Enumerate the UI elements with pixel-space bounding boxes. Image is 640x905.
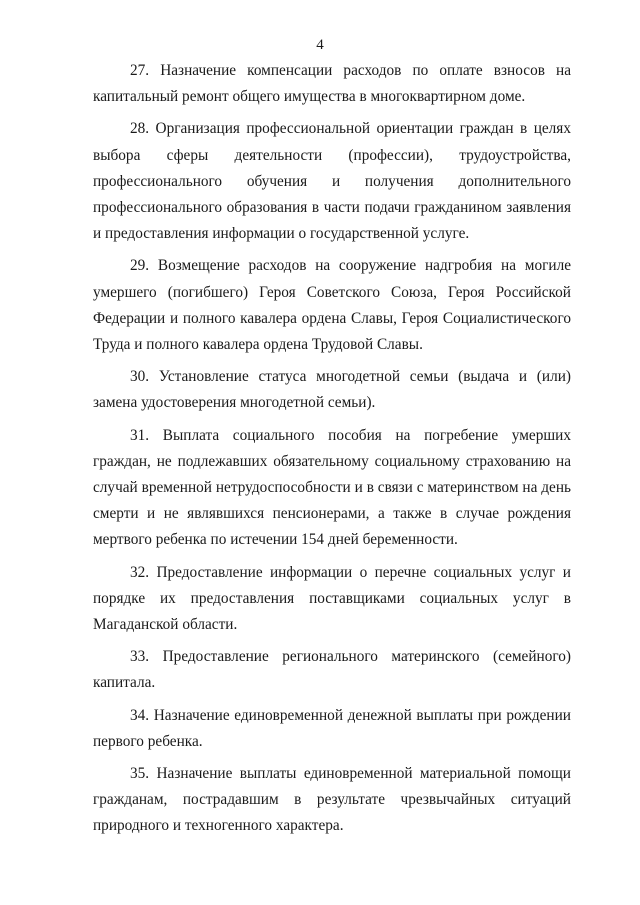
list-item-27: 27. Назначение компенсации расходов по оплате взносов на капитальный ремонт общего имущества в многоквартирном доме. — [93, 62, 571, 106]
list-item-28: 28. Организация профессиональной ориентации граждан в целях выбора сферы деятельности (профессии), трудоустройства, профессионального обучения и получения дополнительного профессионального образования в части подачи гражданином заявления и предоставления информации о государственной услуге. — [93, 120, 571, 243]
list-item-31: 31. Выплата социального пособия на погребение умерших граждан, не подлежавших обязательному социальному страхованию на случай временной нетрудоспособности и в связи с материнством на день смерти и не являвшихся пенсионерами, а также в случае рождения мертвого ребенка по истечении 154 дней беременности. — [93, 426, 571, 549]
list-item-30: 30. Установление статуса многодетной семьи (выдача и (или) замена удостоверения многодетной семьи). — [93, 368, 571, 412]
list-item-29: 29. Возмещение расходов на сооружение надгробия на могиле умершего (погибшего) Героя Советского Союза, Героя Российской Федерации и полного кавалера ордена Славы, Героя Социалистического Труда и полного кавалера ордена Трудовой Славы. — [93, 257, 571, 354]
page-number: 4 — [316, 37, 324, 53]
list-item-34: 34. Назначение единовременной денежной выплаты при рождении первого ребенка. — [93, 706, 571, 750]
list-item-35: 35. Назначение выплаты единовременной материальной помощи гражданам, пострадавшим в результате чрезвычайных ситуаций природного и техногенного характера. — [93, 765, 571, 835]
document-body — [93, 58, 571, 846]
list-item-33: 33. Предоставление регионального материнского (семейного) капитала. — [93, 648, 571, 692]
list-item-32: 32. Предоставление информации о перечне социальных услуг и порядке их предоставления поставщиками социальных услуг в Магаданской области. — [93, 563, 571, 634]
